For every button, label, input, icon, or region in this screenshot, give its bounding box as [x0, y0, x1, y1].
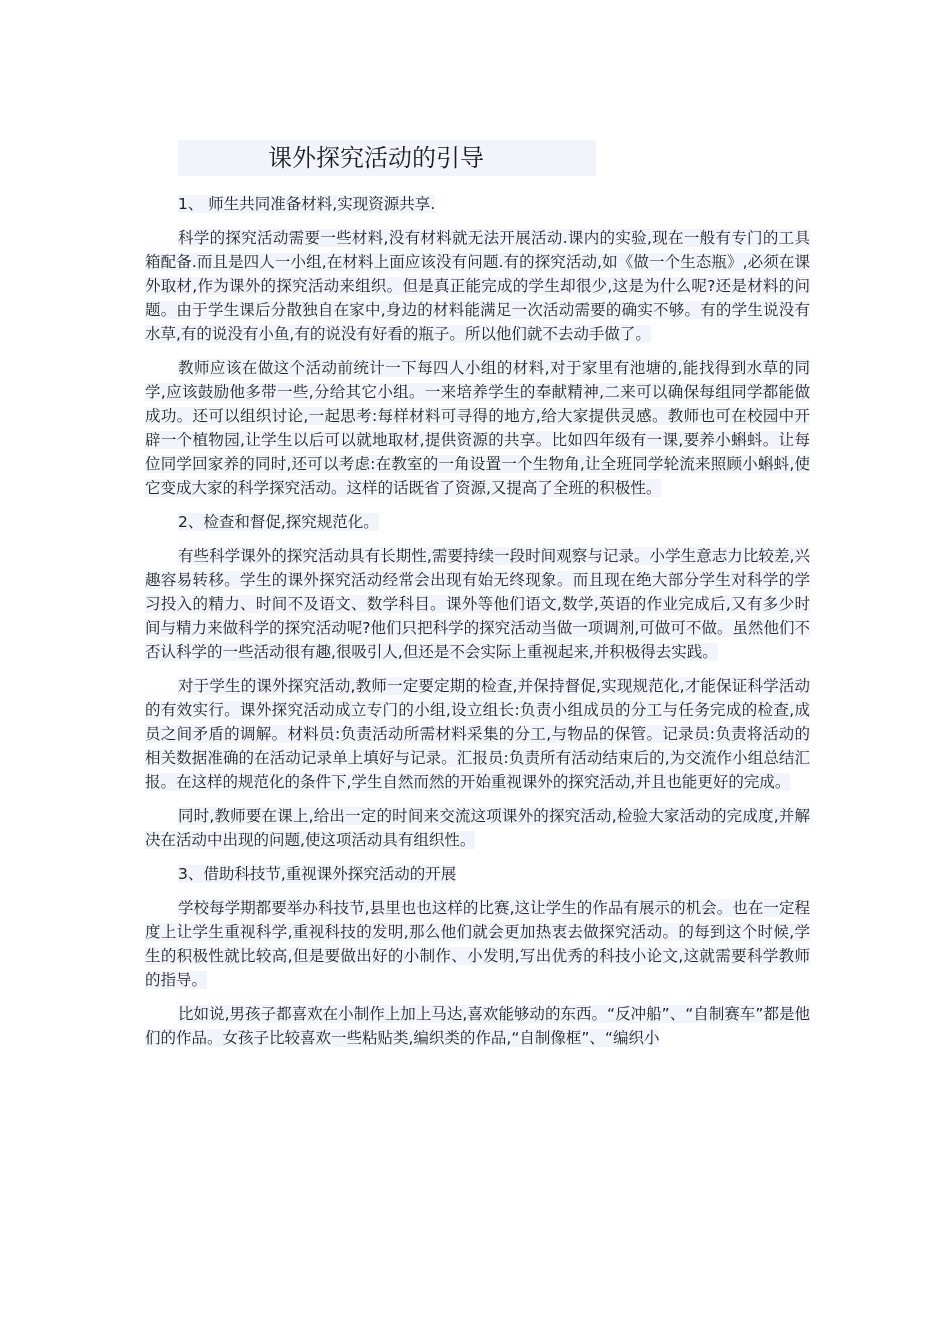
paragraph-1-1: 科学的探究活动需要一些材料,没有材料就无法开展活动.课内的实验,现在一般有专门的工具箱配备.而且是四人一小组,在材料上面应该没有问题.有的探究活动,如《做一个生态瓶》,必须在课外取材,作为课外的探究活动来组织。但是真正能完成的学生却很少,这是为什么呢?还是材料的问题。由于学生课后分散独自在家中,身边的材料能满足一次活动需要的确实不够。有的学生说没有水草,有的说没有小鱼,有的说没有好看的瓶子。所以他们就不去动手做了。	[145, 229, 810, 343]
section-heading-3: 3、借助科技节,重视课外探究活动的开展	[178, 865, 457, 883]
paragraph-1-2: 教师应该在做这个活动前统计一下每四人小组的材料,对于家里有池塘的,能找得到水草的同学,应该鼓励他多带一些,分给其它小组。一来培养学生的奉献精神,二来可以确保每组同学都能做成功。还可以组织讨论,一起思考:每样材料可寻得的地方,给大家提供灵感。教师也可在校园中开辟一个植物园,让学生以后可以就地取材,提供资源的共享。比如四年级有一课,要养小蝌蚪。让每位同学回家养的同时,还可以考虑:在教室的一角设置一个生物角,让全班同学轮流来照顾小蝌蚪,使它变成大家的科学探究活动。这样的话既省了资源,又提高了全班的积极性。	[145, 359, 810, 497]
section-heading-1: 1、 师生共同准备材料,实现资源共享.	[178, 195, 436, 213]
paragraph-3-1: 学校每学期都要举办科技节,县里也也这样的比赛,这让学生的作品有展示的机会。也在一定程度上让学生重视科学,重视科技的发明,那么他们就会更加热衷去做探究活动。的每到这个时候,学生的积极性就比较高,但是要做出好的小制作、小发明,写出优秀的科技小论文,这就需要科学教师的指导。	[145, 899, 810, 989]
page-title: 课外探究活动的引导	[268, 144, 484, 172]
section-heading-2: 2、检查和督促,探究规范化。	[178, 513, 379, 531]
paragraph-2-1: 有些科学课外的探究活动具有长期性,需要持续一段时间观察与记录。小学生意志力比较差,兴趣容易转移。学生的课外探究活动经常会出现有始无终现象。而且现在绝大部分学生对科学的学习投入的精力、时间不及语文、数学科目。课外等他们语文,数学,英语的作业完成后,又有多少时间与精力来做科学的探究活动呢?他们只把科学的探究活动当做一项调剂,可做可不做。虽然他们不否认科学的一些活动很有趣,很吸引人,但还是不会实际上重视起来,并积极得去实践。	[145, 547, 810, 661]
paragraph-3-2: 比如说,男孩子都喜欢在小制作上加上马达,喜欢能够动的东西。“反冲船”、“自制赛车”都是他们的作品。女孩子比较喜欢一些粘贴类,编织类的作品,“自制像框”、“编织小	[145, 1005, 810, 1047]
document-body	[145, 192, 810, 1060]
paragraph-2-3: 同时,教师要在课上,给出一定的时间来交流这项课外的探究活动,检验大家活动的完成度,并解决在活动中出现的问题,使这项活动具有组织性。	[145, 807, 810, 849]
paragraph-2-2: 对于学生的课外探究活动,教师一定要定期的检查,并保持督促,实现规范化,才能保证科学活动的有效实行。课外探究活动成立专门的小组,设立组长:负责小组成员的分工与任务完成的检查,成员之间矛盾的调解。材料员:负责活动所需材料采集的分工,与物品的保管。记录员:负责将活动的相关数据准确的在活动记录单上填好与记录。汇报员:负责所有活动结束后的,为交流作小组总结汇报。在这样的规范化的条件下,学生自然而然的开始重视课外的探究活动,并且也能更好的完成。	[145, 677, 810, 791]
